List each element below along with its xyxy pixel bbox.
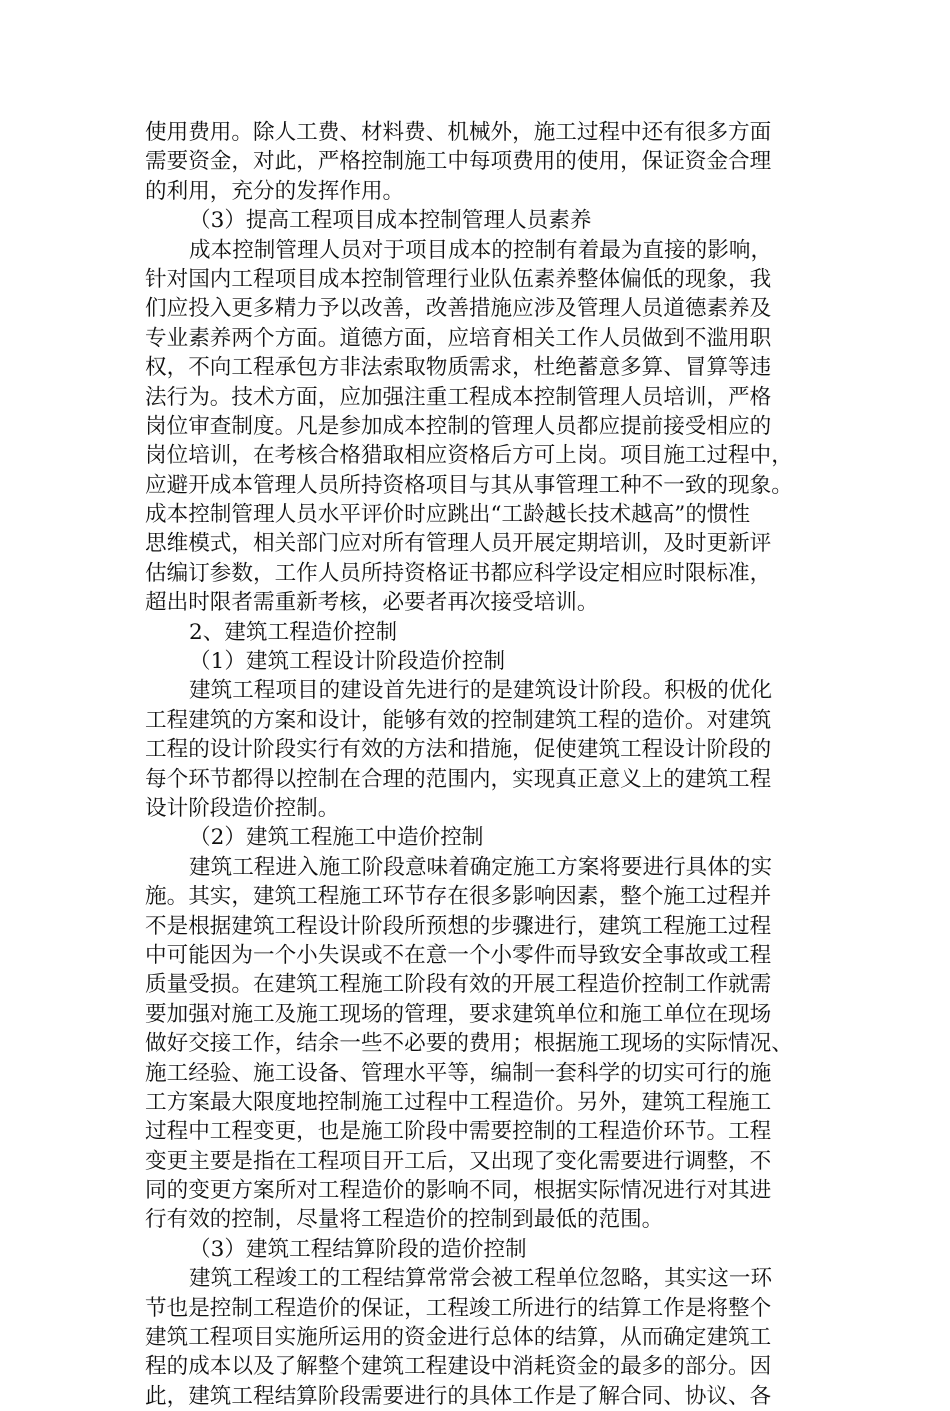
text-line: 工程建筑的方案和设计，能够有效的控制建筑工程的造价。对建筑 xyxy=(145,707,772,733)
text-line: （2）建筑工程施工中造价控制 xyxy=(189,825,484,851)
text-line: 同的变更方案所对工程造价的影响不同，根据实际情况进行对其进 xyxy=(145,1178,772,1204)
document-page xyxy=(145,118,805,1411)
text-line: 工程的设计阶段实行有效的方法和措施，促使建筑工程设计阶段的 xyxy=(145,737,772,763)
text-line: 建筑工程进入施工阶段意味着确定施工方案将要进行具体的实 xyxy=(189,854,773,880)
text-line: 法行为。技术方面，应加强注重工程成本控制管理人员培训，严格 xyxy=(145,384,772,410)
text-line: 每个环节都得以控制在合理的范围内，实现真正意义上的建筑工程 xyxy=(145,766,772,792)
text-line: 们应投入更多精力予以改善，改善措施应涉及管理人员道德素养及 xyxy=(145,296,772,322)
text-line: 专业素养两个方面。道德方面，应培育相关工作人员做到不滥用职 xyxy=(145,325,772,351)
text-line: 岗位培训，在考核合格猎取相应资格后方可上岗。项目施工过程中， xyxy=(145,443,793,469)
text-line: 成本控制管理人员对于项目成本的控制有着最为直接的影响， xyxy=(189,237,773,263)
text-line: 做好交接工作，结余一些不必要的费用；根据施工现场的实际情况、 xyxy=(145,1031,793,1057)
text-line: 建筑工程项目实施所运用的资金进行总体的结算，从而确定建筑工 xyxy=(145,1325,772,1351)
text-line: 工方案最大限度地控制施工过程中工程造价。另外，建筑工程施工 xyxy=(145,1089,772,1115)
text-line: 质量受损。在建筑工程施工阶段有效的开展工程造价控制工作就需 xyxy=(145,972,772,998)
text-line: 需要资金，对此，严格控制施工中每项费用的使用，保证资金合理 xyxy=(145,149,772,175)
text-line: 超出时限者需重新考核，必要者再次接受培训。 xyxy=(145,590,599,616)
text-line: 思维模式，相关部门应对所有管理人员开展定期培训，及时更新评 xyxy=(145,531,772,557)
text-line: （3）建筑工程结算阶段的造价控制 xyxy=(189,1236,527,1262)
text-line: 的利用，充分的发挥作用。 xyxy=(145,178,405,204)
text-line: 使用费用。除人工费、材料费、机械外，施工过程中还有很多方面 xyxy=(145,120,772,145)
text-line: 权，不向工程承包方非法索取物质需求，杜绝蓄意多算、冒算等违 xyxy=(145,355,772,381)
text-line: 成本控制管理人员水平评价时应跳出“工龄越长技术越高”的惯性 xyxy=(145,502,751,528)
text-line: 此，建筑工程结算阶段需要进行的具体工作是了解合同、协议、各 xyxy=(145,1383,772,1409)
text-line: 程的成本以及了解整个建筑工程建设中消耗资金的最多的部分。因 xyxy=(145,1354,772,1380)
text-line: 应避开成本管理人员所持资格项目与其从事管理工种不一致的现象。 xyxy=(145,472,793,498)
text-line: 行有效的控制，尽量将工程造价的控制到最低的范围。 xyxy=(145,1207,664,1233)
text-line: 变更主要是指在工程项目开工后，又出现了变化需要进行调整，不 xyxy=(145,1148,772,1174)
text-line: 施。其实，建筑工程施工环节存在很多影响因素，整个施工过程并 xyxy=(145,884,772,910)
text-line: 过程中工程变更，也是施工阶段中需要控制的工程造价环节。工程 xyxy=(145,1119,772,1145)
text-line: 建筑工程竣工的工程结算常常会被工程单位忽略，其实这一环 xyxy=(189,1266,773,1292)
text-line: 2、建筑工程造价控制 xyxy=(189,619,398,645)
text-line: 针对国内工程项目成本控制管理行业队伍素养整体偏低的现象，我 xyxy=(145,266,772,292)
text-line: 建筑工程项目的建设首先进行的是建筑设计阶段。积极的优化 xyxy=(189,678,773,704)
text-line: 中可能因为一个小失误或不在意一个小零件而导致安全事故或工程 xyxy=(145,942,772,968)
text-line: （1）建筑工程设计阶段造价控制 xyxy=(189,649,506,675)
text-line: 估编订参数，工作人员所持资格证书都应科学设定相应时限标准， xyxy=(145,560,772,586)
text-line: 设计阶段造价控制。 xyxy=(145,795,340,821)
text-line: 施工经验、施工设备、管理水平等，编制一套科学的切实可行的施 xyxy=(145,1060,772,1086)
text-line: 岗位审查制度。凡是参加成本控制的管理人员都应提前接受相应的 xyxy=(145,413,772,439)
text-line: 节也是控制工程造价的保证，工程竣工所进行的结算工作是将整个 xyxy=(145,1295,772,1321)
text-line: （3）提高工程项目成本控制管理人员素养 xyxy=(189,208,592,234)
text-line: 要加强对施工及施工现场的管理，要求建筑单位和施工单位在现场 xyxy=(145,1001,772,1027)
text-line: 不是根据建筑工程设计阶段所预想的步骤进行，建筑工程施工过程 xyxy=(145,913,772,939)
